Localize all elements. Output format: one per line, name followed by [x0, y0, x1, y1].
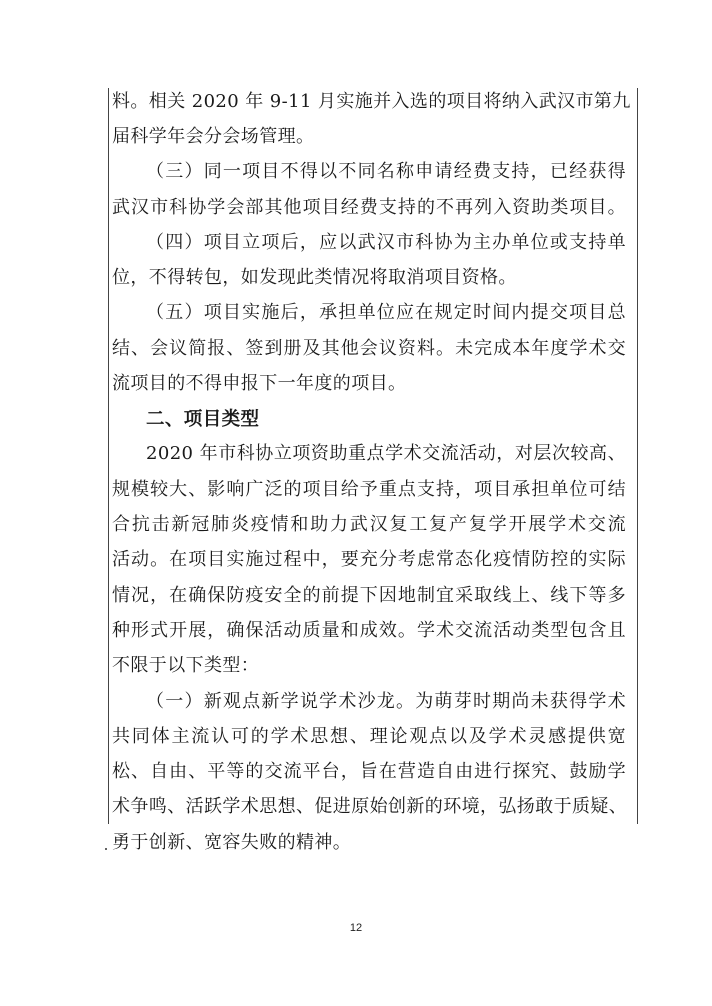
body-line: 合抗击新冠肺炎疫情和助力武汉复工复产复学开展学术交流 — [112, 514, 626, 535]
body-line: 结、会议简报、签到册及其他会议资料。未完成本年度学术交 — [112, 338, 626, 359]
stray-mark — [105, 848, 107, 850]
page-number: 12 — [349, 922, 363, 934]
body-line: 届科学年会分会场管理。 — [112, 126, 315, 147]
body-line: 活动。在项目实施过程中，要充分考虑常态化疫情防控的实际 — [112, 549, 626, 570]
subsection-paragraph-line: （一）新观点新学说学术沙龙。为萌芽时期尚未获得学术 — [146, 691, 626, 712]
section-paragraph-line: 2020 年市科协立项资助重点学术交流活动，对层次较高、 — [146, 443, 626, 464]
body-line: 松、自由、平等的交流平台，旨在营造自由进行探究、鼓励学 — [112, 761, 626, 782]
body-line: 不限于以下类型： — [112, 655, 260, 676]
paragraph-4-line: （四）项目立项后，应以武汉市科协为主办单位或支持单 — [146, 232, 626, 253]
right-margin-rule — [637, 88, 638, 824]
paragraph-5-line: （五）项目实施后，承担单位应在规定时间内提交项目总 — [146, 302, 626, 323]
body-line: 流项目的不得申报下一年度的项目。 — [112, 373, 407, 394]
body-line: 情况，在确保防疫安全的前提下因地制宜采取线上、线下等多 — [112, 585, 626, 606]
body-line: 术争鸣、活跃学术思想、促进原始创新的环境，弘扬敢于质疑、 — [112, 796, 628, 817]
left-margin-rule — [108, 88, 109, 824]
body-line: 勇于创新、宽容失败的精神。 — [112, 832, 352, 853]
body-line: 规模较大、影响广泛的项目给予重点支持，项目承担单位可结 — [112, 479, 626, 500]
paragraph-3-line: （三）同一项目不得以不同名称申请经费支持，已经获得 — [146, 161, 626, 182]
section-heading: 二、项目类型 — [146, 409, 260, 430]
body-line: 武汉市科协学会部其他项目经费支持的不再列入资助类项目。 — [112, 197, 626, 218]
body-line: 共同体主流认可的学术思想、理论观点以及学术灵感提供宽 — [112, 726, 626, 747]
body-line: 种形式开展，确保活动质量和成效。学术交流活动类型包含且 — [112, 620, 626, 641]
body-line: 料。相关 2020 年 9-11 月实施并入选的项目将纳入武汉市第九 — [112, 91, 631, 112]
body-line: 位，不得转包，如发现此类情况将取消项目资格。 — [112, 267, 517, 288]
